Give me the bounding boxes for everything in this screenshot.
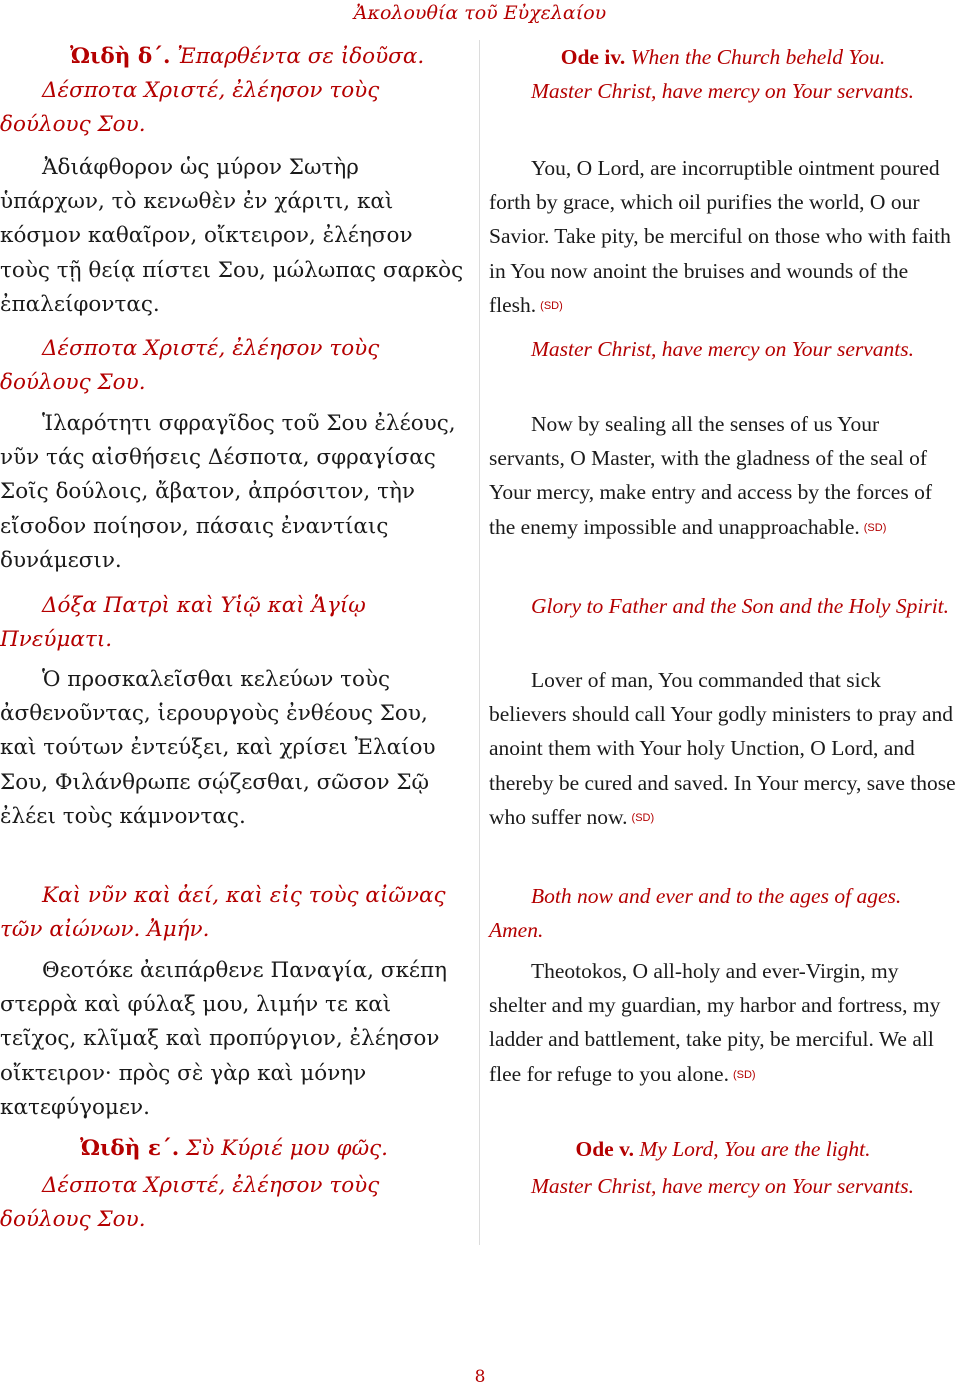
both-now-english: Both now and ever and to the ages of ages. Amen. [489,884,902,943]
refrain-english: Master Christ, have mercy on Your servants. [531,79,915,103]
refrain-english: Master Christ, have mercy on Your servants. [531,1174,915,1198]
column-divider [479,40,480,1245]
sd-marker: (SD) [863,521,887,534]
troparion-english-3: Lover of man, You commanded that sick believers should call Your godly ministers to pray and anoint them with Your holy Unction, O Lord, and thereby be cured and saved. In Your mercy, save those who suffer now. (SD) [489,668,956,829]
theotokion-english: Theotokos, O all-holy and ever-Virgin, my shelter and my guardian, my harbor and fortress, my ladder and battlement, take pity, be merciful. We all flee for refuge to you alone. (SD) [489,959,941,1086]
sd-marker: (SD) [540,299,563,312]
ode-number: Ode v. [575,1137,635,1161]
ode-number: Ὠιδὴ δ΄. [70,44,171,69]
troparion-english-2: Now by sealing all the senses of us Your servants, O Master, with the gladness of the seal of Your mercy, make entry and access by the forces of the enemy impossible and unapproachable. (SD) [489,412,932,539]
running-header: Ἀκολουθία τοῦ Εὐχελαίου [353,2,607,24]
troparion-english-1: You, O Lord, are incorruptible ointment poured forth by grace, which oil purifies the world, O our Savior. Take pity, be merciful on those who with faith in You now anoint the bruises and wounds of the flesh. (SD) [489,156,951,317]
ode5-heading-english [489,1132,957,1166]
troparion-greek-2: Ἱλαρότητι σφραγῖδος τοῦ Σου ἐλέους, νῦν τάς αἰσθήσεις Δέσποτα, σφραγίσας Σοῖς δούλοις, ἄβατον, ἀπρόσιτον, τὴν εἴσοδον ποίησον, πάσαις ἐναντίαις δυνάμεσιν. [0,411,456,573]
ode5-heading-greek [0,1132,468,1166]
ode-number: Ode iv. [560,45,626,69]
kai-nyn-greek: Καὶ νῦν καὶ ἀεί, καὶ εἰς τοὺς αἰῶνας τῶν αἰώνων. Ἀμήν. [0,883,446,943]
irmos-title: Σὺ Κύριέ μου φῶς. [186,1136,388,1161]
theotokion-greek: Θεοτόκε ἀειπάρθενε Παναγία, σκέπη στερρὰ καὶ φύλαξ μου, λιμήν τε καὶ τεῖχος, κλῖμαξ καὶ προπύργιον, ἐλέησον οἴκτειρον· πρὸς σὲ γὰρ καὶ μόνην κατεφύγομεν. [0,958,448,1120]
irmos-title: When the Church beheld You. [630,45,886,69]
irmos-title: Ἐπαρθέντα σε ἰδοῦσα. [177,44,425,69]
ode4-heading-greek [0,40,468,74]
refrain-greek: Δέσποτα Χριστέ, ἐλέησον τοὺς δούλους Σου. [0,336,380,396]
refrain-greek: Δέσποτα Χριστέ, ἐλέησον τοὺς δούλους Σου. [0,78,380,138]
troparion-greek-3: Ὁ προσκαλεῖσθαι κελεύων τοὺς ἀσθενοῦντας, ἱερουργοὺς ἐνθέους Σου, καὶ τούτων ἐντεύξει, καὶ χρίσει Ἐλαίου Σου, Φιλάνθρωπε σῴζεσθαι, σῶσον Σῷ ἐλέει τοὺς κάμνοντας. [0,667,436,829]
ode4-heading-english [489,40,957,74]
sd-marker: (SD) [732,1068,756,1081]
doxa-greek: Δόξα Πατρὶ καὶ Υἱῷ καὶ Ἁγίῳ Πνεύματι. [0,593,366,653]
refrain-english: Master Christ, have mercy on Your servants. [531,337,915,361]
refrain-greek: Δέσποτα Χριστέ, ἐλέησον τοὺς δούλους Σου. [0,1173,380,1233]
glory-english: Glory to Father and the Son and the Holy Spirit. [531,594,950,618]
troparion-greek-1: Ἀδιάφθορον ὡς μύρον Σωτὴρ ὑπάρχων, τὸ κενωθὲν ἐν χάριτι, καὶ κόσμον καθαῖρον, οἴκτειρον, ἐλέησον τοὺς τῇ θείᾳ πίστει Σου, μώλωπας σαρκὸς ἐπαλείφοντας. [0,155,464,317]
sd-marker: (SD) [631,811,655,824]
ode-number: Ὠιδὴ ε΄. [80,1136,180,1161]
irmos-title: My Lord, You are the light. [639,1137,871,1161]
page-number: 8 [474,1367,486,1387]
